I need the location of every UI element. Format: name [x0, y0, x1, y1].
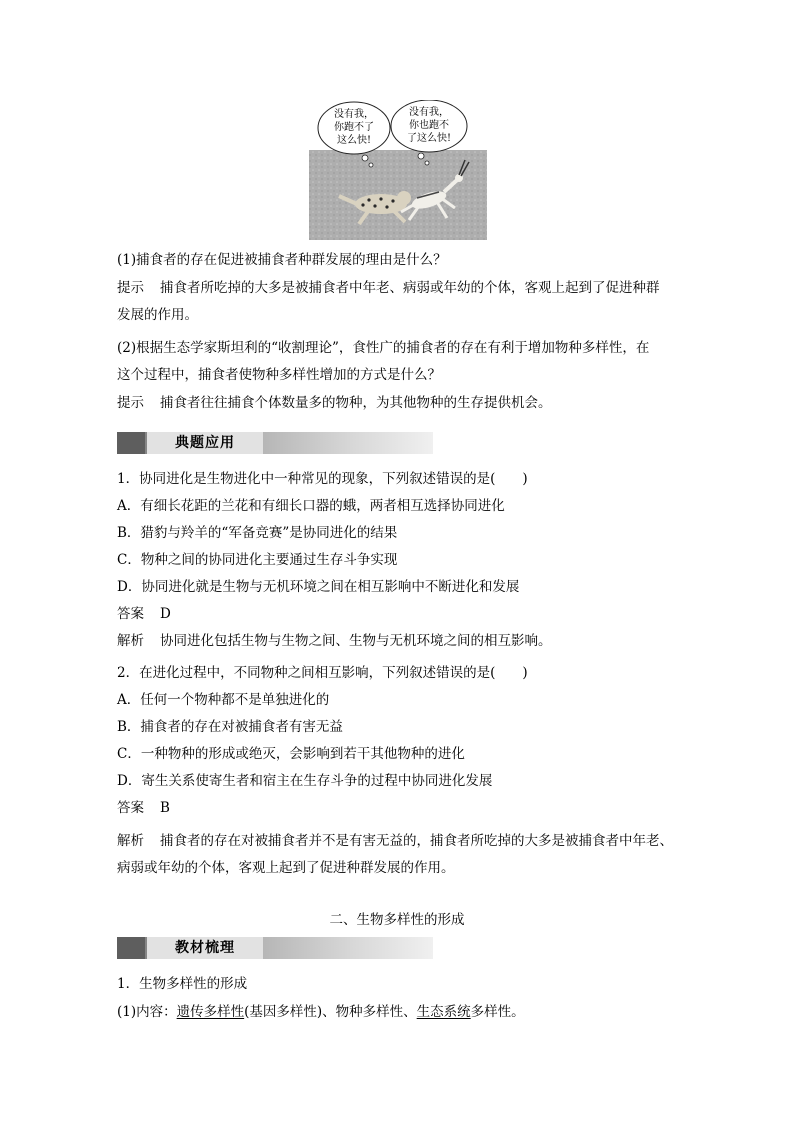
- q2-stem: 2．在进化过程中，不同物种之间相互影响，下列叙述错误的是( ): [117, 665, 528, 681]
- q2-option-c: C．一种物种的形成或绝灭，会影响到若干其他物种的进化: [117, 746, 465, 762]
- cheetah-gazelle-illustration: [309, 100, 487, 242]
- section-2-heading: 二、生物多样性的形成: [329, 912, 465, 928]
- q1-option-a: A．有细长花距的兰花和有细长口器的蛾，两者相互选择协同进化: [117, 498, 505, 514]
- q1-option-d: D．协同进化就是生物与无机环境之间在相互影响中不断进化和发展: [117, 579, 520, 595]
- q1-stem: 1．协同进化是生物进化中一种常见的现象，下列叙述错误的是( ): [117, 471, 528, 487]
- q2-option-a: A．任何一个物种都不是单独进化的: [117, 692, 330, 708]
- bubble-right-line2: 你也跑不: [409, 120, 449, 131]
- hint-1-line1: 提示 捕食者所吃掉的大多是被捕食者中年老、病弱或年幼的个体，客观上起到了促进种群: [117, 280, 660, 296]
- bubble-right-line3: 了这么快!: [406, 133, 452, 144]
- banner-title: 典题应用: [147, 432, 263, 454]
- item-1-title: 1．生物多样性的形成: [117, 976, 248, 992]
- content-line: (1)内容：遗传多样性(基因多样性)、物种多样性、生态系统多样性。: [117, 1004, 525, 1020]
- banner-title: 教材梳理: [147, 937, 263, 959]
- q1-answer: 答案 D: [117, 606, 171, 622]
- hint-2: 提示 捕食者往往捕食个体数量多的物种，为其他物种的生存提供机会。: [117, 395, 552, 411]
- q2-option-b: B．捕食者的存在对被捕食者有害无益: [117, 719, 343, 735]
- section-banner-typical: [117, 432, 433, 454]
- bubble-left-line1: 没有我，: [334, 109, 374, 120]
- question-2-line1: (2)根据生态学家斯坦利的“收割理论”，食性广的捕食者的存在有利于增加物种多样性，在: [117, 340, 650, 356]
- section-banner-textbook: [117, 937, 433, 959]
- q1-option-b: B．猎豹与羚羊的“军备竞赛”是协同进化的结果: [117, 525, 398, 541]
- underlined-term-genetic: 遗传多样性: [176, 1004, 245, 1020]
- q2-answer: 答案 B: [117, 800, 170, 816]
- bubble-right-line1: 没有我，: [409, 107, 449, 118]
- q1-analysis: 解析 协同进化包括生物与生物之间、生物与无机环境之间的相互影响。: [117, 633, 552, 649]
- q2-analysis-line2: 病弱或年幼的个体，客观上起到了促进种群发展的作用。: [117, 860, 455, 876]
- q2-analysis-line1: 解析 捕食者的存在对被捕食者并不是有害无益的，捕食者所吃掉的大多是被捕食者中年老、: [117, 833, 673, 849]
- q2-option-d: D．寄生关系使寄生者和宿主在生存斗争的过程中协同进化发展: [117, 773, 493, 789]
- q1-option-c: C．物种之间的协同进化主要通过生存斗争实现: [117, 552, 398, 568]
- question-2-line2: 这个过程中，捕食者使物种多样性增加的方式是什么？: [117, 367, 441, 383]
- hint-label: 提示: [117, 280, 144, 296]
- hint-1-line2: 发展的作用。: [117, 307, 198, 323]
- bubble-left-line3: 这么快!: [336, 135, 372, 146]
- hint-label: 提示: [117, 395, 144, 411]
- bubble-left-line2: 你跑不了: [334, 122, 374, 133]
- underlined-term-ecosystem: 生态系统: [416, 1004, 471, 1020]
- question-1-text: (1)捕食者的存在促进被捕食者种群发展的理由是什么？: [117, 252, 447, 268]
